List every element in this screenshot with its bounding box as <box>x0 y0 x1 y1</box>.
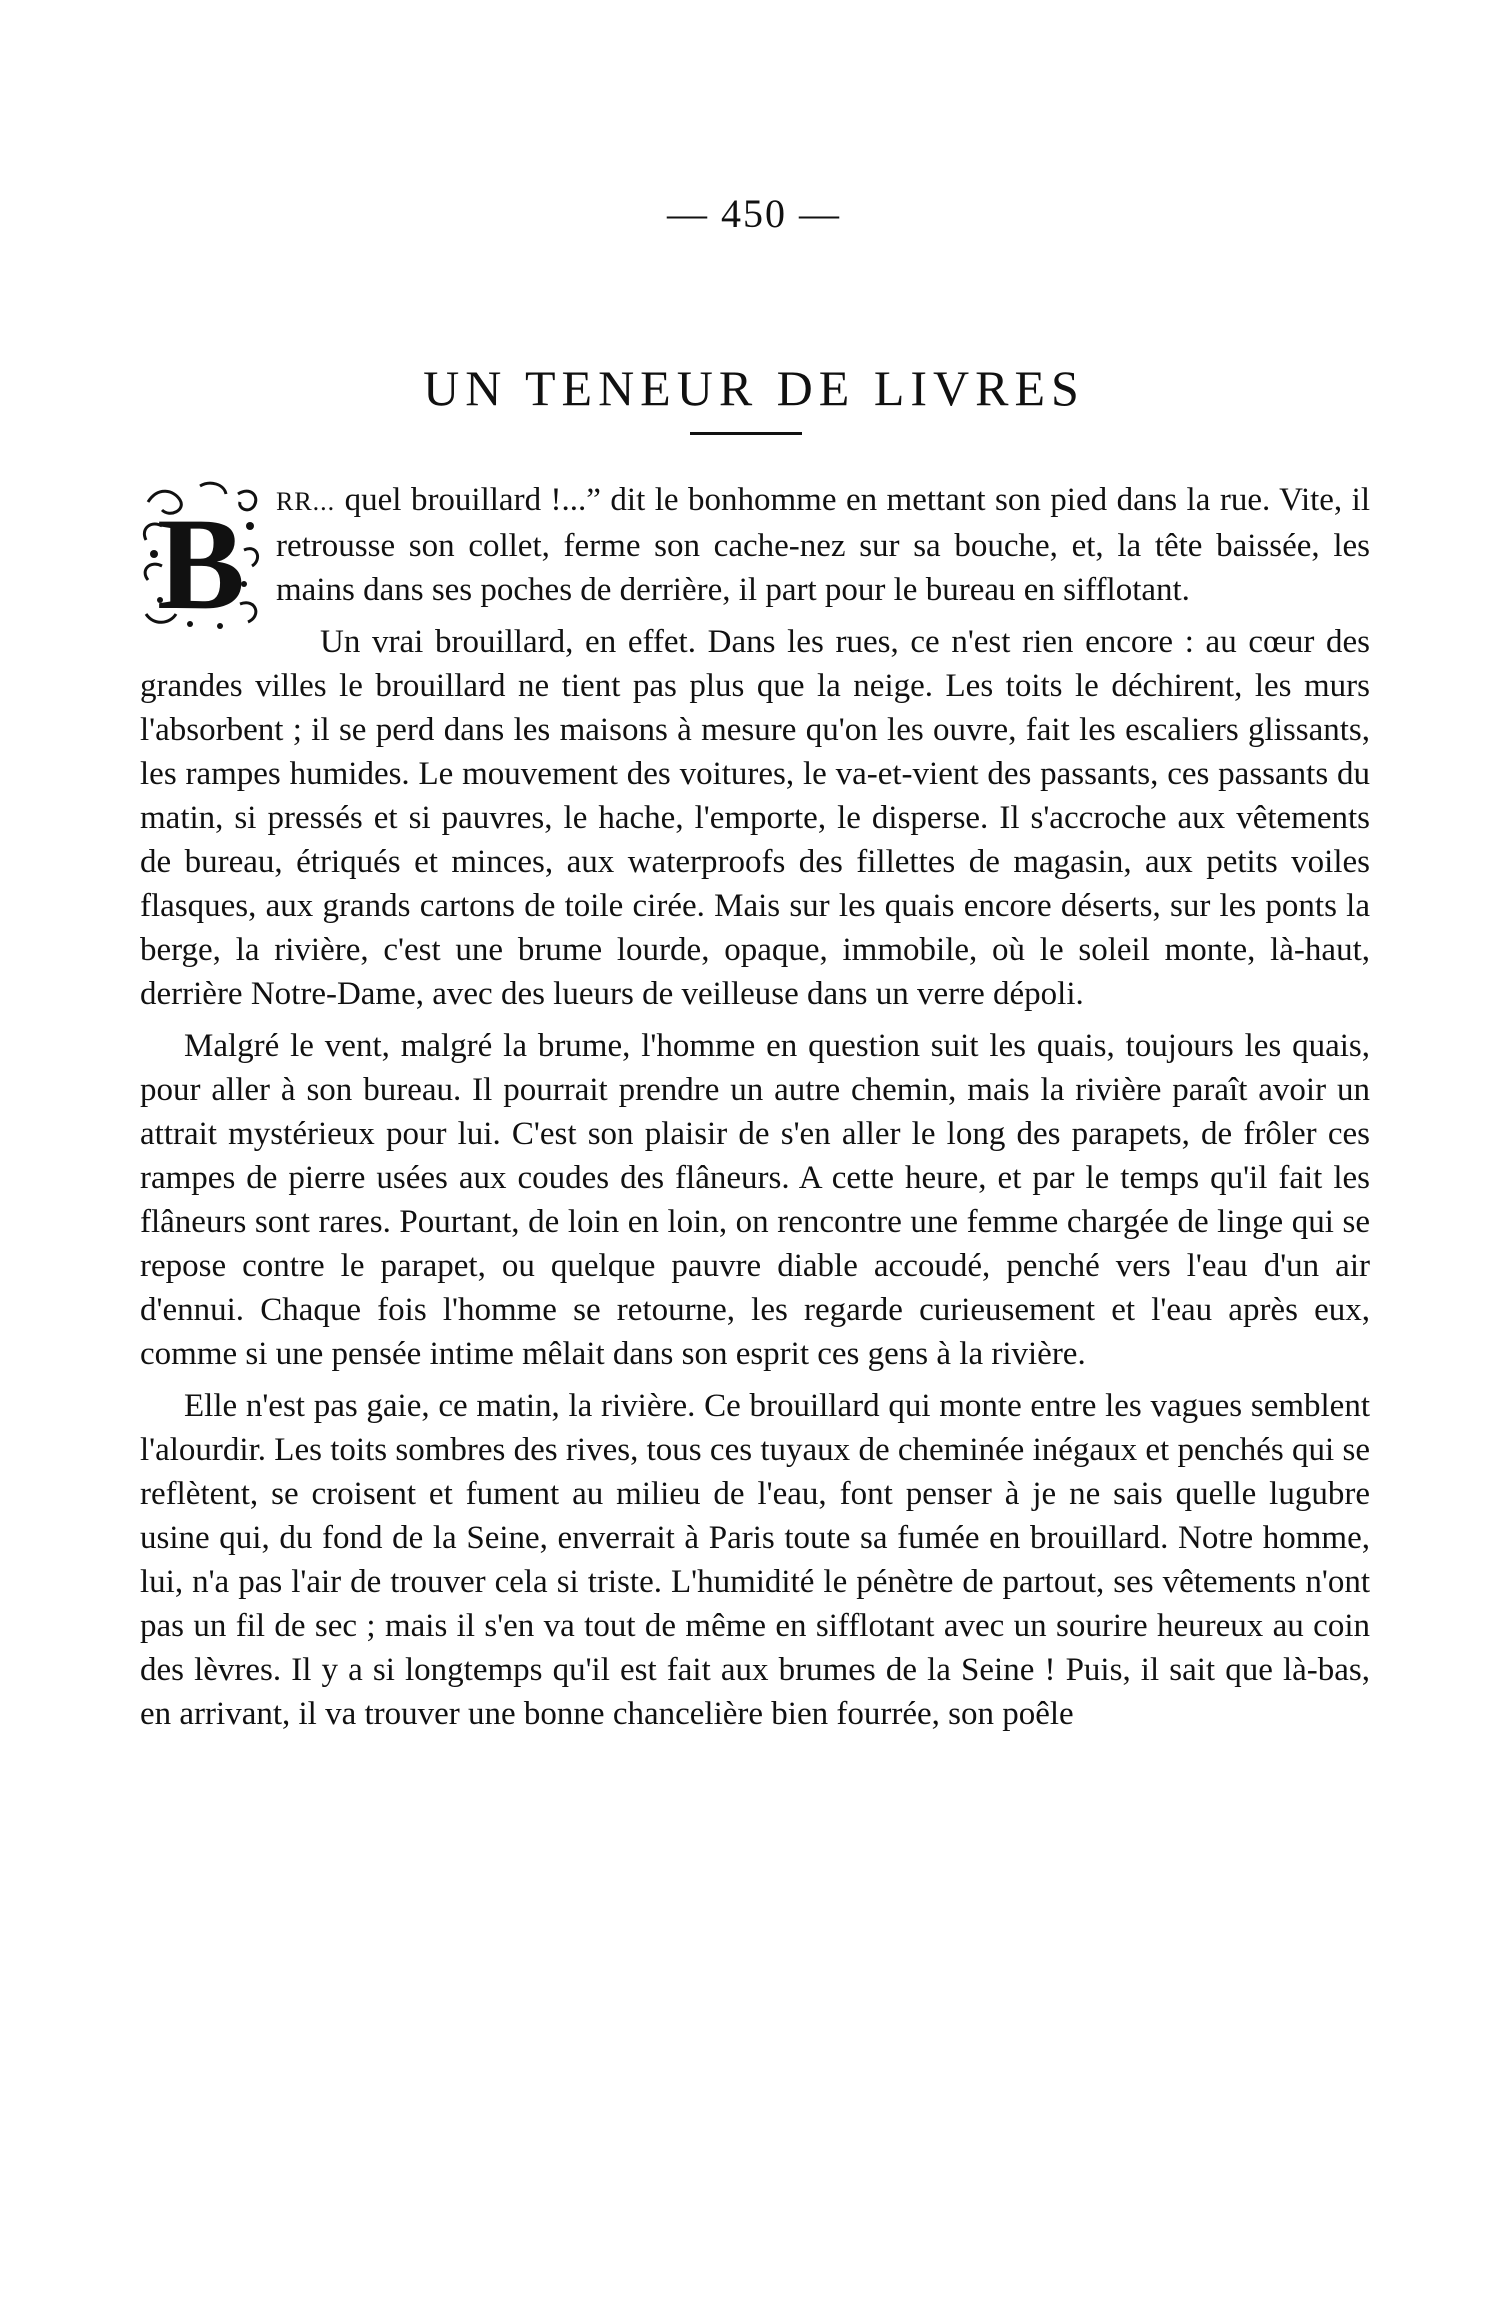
paragraph-2: Un vrai brouillard, en effet. Dans les rues, ce n'est rien encore : au cœur des grandes villes le brouillard ne tient pas plus que la neige. Les toits le déchirent, les murs l'absorbent ; il se perd dans les maisons à mesure qu'on les ouvre, fait les escaliers glissants, les rampes humides. Le mouvement des voitures, le va-et-vient des passants, ces passants du matin, si pressés et si pauvres, le hache, l'emporte, le disperse. Il s'accroche aux vêtements de bureau, étriqués et minces, aux waterproofs des fillettes de magasin, aux petits voiles flasques, aux grands cartons de toile cirée. Mais sur les quais encore déserts, sur les ponts la berge, la rivière, c'est une brume lourde, opaque, immobile, où le soleil monte, là-haut, derrière Notre-Dame, avec des lueurs de veilleuse dans un verre dépoli. <box>140 624 1370 1012</box>
chapter-title: UN TENEUR DE LIVRES <box>423 359 1085 416</box>
ornamental-drop-cap-icon <box>140 480 262 630</box>
paragraph-1-text: quel brouillard !...” dit le bonhomme en mettant son pied dans la rue. Vite, il retrousse son collet, ferme son cache-nez sur sa bouche, et, la tête baissée, les mains dans ses poches de derrière, il part pour le bureau en sifflotant. <box>276 482 1370 608</box>
paragraph-1 <box>140 478 1370 630</box>
page-number: — 450 — <box>667 191 841 236</box>
body-text <box>140 478 1370 1744</box>
drop-cap-letter: B <box>156 490 246 630</box>
paragraph-4: Elle n'est pas gaie, ce matin, la rivière. Ce brouillard qui monte entre les vagues semblent l'alourdir. Les toits sombres des rives, tous ces tuyaux de cheminée inégaux et penchés qui se reflètent, se croisent et fument au milieu de l'eau, font penser à je ne sais quelle lugubre usine qui, du fond de la Seine, enverrait à Paris toute sa fumée en brouillard. Notre homme, lui, n'a pas l'air de trouver cela si triste. L'humidité le pénètre de partout, ses vêtements n'ont pas un fil de sec ; mais il s'en va tout de même en sifflotant avec un sourire heureux au coin des lèvres. Il y a si longtemps qu'il est fait aux brumes de la Seine ! Puis, il sait que là-bas, en arrivant, il va trouver une bonne chancelière bien fourrée, son poêle <box>140 1388 1370 1732</box>
lead-caps: RR... <box>276 487 336 516</box>
paragraph-3: Malgré le vent, malgré la brume, l'homme en question suit les quais, toujours les quais, pour aller à son bureau. Il pourrait prendre un autre chemin, mais la rivière paraît avoir un attrait mystérieux pour lui. C'est son plaisir de s'en aller le long des parapets, de frôler ces rampes de pierre usées aux coudes des flâneurs. A cette heure, et par le temps qu'il fait les flâneurs sont rares. Pourtant, de loin en loin, on rencontre une femme chargée de linge qui se repose contre le parapet, ou quelque pauvre diable accoudé, penché vers l'eau d'un air d'ennui. Chaque fois l'homme se retourne, les regarde curieusement et l'eau après eux, comme si une pensée intime mêlait dans son esprit ces gens à la rivière. <box>140 1028 1370 1372</box>
title-rule <box>690 432 802 435</box>
